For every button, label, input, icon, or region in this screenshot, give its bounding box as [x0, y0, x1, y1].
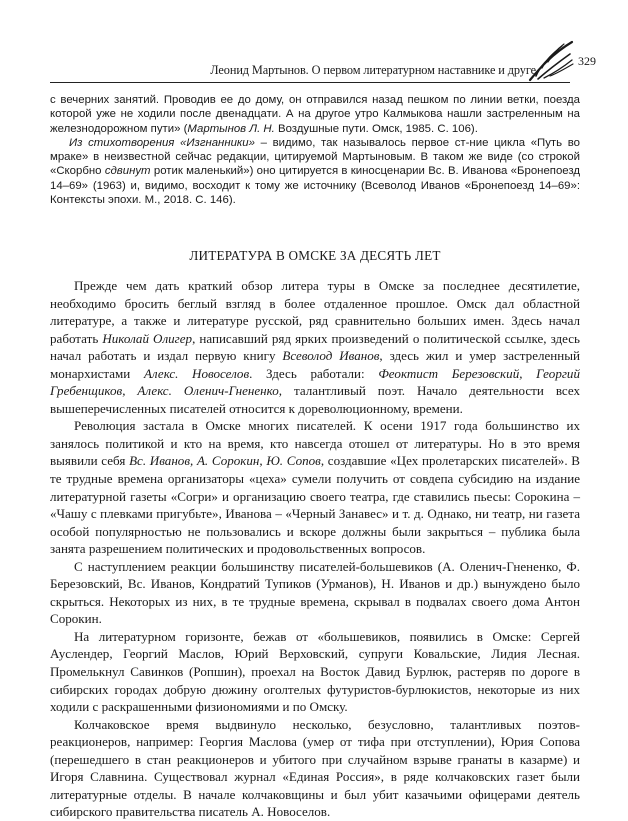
- text-run: – видимо, так называлось первое ст-ние цикла «Путь во мраке» в неизвестной сейчас редакции, цитируемой Мартыновым. В таком же виде (со строкой «Скорбно: [50, 136, 580, 178]
- italic-text: Всеволод Иванов: [282, 348, 380, 364]
- header-rule: [50, 82, 570, 83]
- note-paragraph: [50, 93, 580, 136]
- italic-text: сдвинут: [104, 165, 151, 178]
- text-run: , написавший ряд ярких произведений о политической ссылке, здесь начал работать и издал первую книгу: [50, 330, 580, 364]
- text-run: , здесь жил и умер застреленный монархистами: [50, 348, 580, 381]
- section-title: ЛИТЕРАТУРА В ОМСКЕ ЗА ДЕСЯТЬ ЛЕТ: [189, 248, 441, 263]
- italic-text: Алекс. Новоселов: [143, 365, 250, 381]
- text-run: На литературном горизонте, бежав от «большевиков, появились в Омске: Сергей Ауслендер, Георгий Маслов, Юрий Верховский, супруги Ковальские, Лидия Лесная. Промелькнул Савинков (Ропшин), проехал на Восток Давид Бурлюк, растеряв по дороге в сибирских городах добрую дюжину оголтелых футуристов-бурлюкистов, некоторые из них ходили с раскрашенными физиономиями и по Омску.: [50, 628, 580, 715]
- text-run: , талантливый поэт. Начало деятельности всех вышеперечисленных писателей относится к дореволюционному, времени.: [50, 383, 580, 416]
- footnotes-block: [50, 93, 580, 207]
- body-paragraph: [50, 628, 580, 716]
- text-run: С наступлением реакции большинству писателей-большевиков (А. Оленич-Гнененко, Ф. Березовский, Вс. Иванов, Кондратий Тупиков (Урманов), Н. Иванов и др.) вынуждено было скрыться. Некоторых из них, в те трудные времена, скрывал в подвалах своего дома Антон Сорокин.: [50, 558, 580, 627]
- text-run: Прежде чем дать краткий обзор литера туры в Омске за последнее десятилетие, необходимо бросить беглый взгляд в более отдаленное прошлое. Омск дал областной литературе, а также и литературе русской, ряд сравнительно больших имен. Здесь начал работать: [50, 278, 580, 346]
- body-paragraph: [50, 417, 580, 557]
- italic-text: Николай Олигер: [102, 330, 193, 346]
- text-run: Воздушные пути. Омск, 1985. С. 106).: [274, 122, 478, 135]
- text-run: Революция застала в Омске многих писателей. К осени 1917 года большинство их занялось политикой и кто на время, кто навсегда отошел от литературы. Но в это время выявили себя: [50, 418, 580, 469]
- text-run: , создавшие «Цех пролетарских писателей». В те трудные времена организаторы «цеха» сумели получить от совдепа субсидию на издание литературной газеты «Согри» и организацию своего театра, где ставились пьесы: Сорокина – «Чашу с плевками пригубьте», Иванова – «Черный Занавес» и т. д. Однако, ни театр, ни газета особой популярностью не пользовались и вскоре должны были закрыться – публика была занята разрешением политических и продовольственных вопросов.: [50, 453, 580, 557]
- italic-text: Вс. Иванов, А. Сорокин, Ю. Сопов: [129, 453, 321, 469]
- note-paragraph: [50, 136, 580, 207]
- body-paragraph: [50, 277, 580, 417]
- body-paragraph: [50, 716, 580, 821]
- text-run: Колчаковское время выдвинуло несколько, безусловно, талантливых поэтов-реакционеров, например: Георгия Маслова (умер от тифа при отступлении), Юрия Сопова (перешедшего в стан реакционеров и убитого при случайном взрыве гранаты в казарме) и Игоря Славнина. Существовал журнал «Единая Россия», в ряде колчаковских газет были литературные отделы. В начале колчаковщины и был убит казачьими офицерами деятель сибирского правительства писатель А. Новоселов.: [50, 716, 580, 820]
- text-run: с вечерних занятий. Проводив ее до дому, он отправился назад пешком по линии ветки, поезда которой уже не ходили после двенадцати. А на другое утро Калмыкова нашли застреленным на железнодорожном пути» (: [50, 94, 580, 135]
- page-header: [0, 0, 628, 90]
- body-paragraph: [50, 558, 580, 628]
- italic-text: Феоктист Березовский, Георгий Гребенщиков, Алекс. Оленич-Гнененко: [50, 365, 580, 399]
- text-run: . Здесь работали:: [249, 365, 379, 381]
- article-body: [50, 277, 580, 821]
- italic-text: Из стихотворения «Изгнанники»: [69, 136, 255, 149]
- running-head: Леонид Мартынов. О первом литературном наставнике и друге: [210, 63, 536, 77]
- text-run: ротик маленький») оно цитируется в киносценарии Вс. В. Иванова «Бронепоезд 14–69» (1963) и, видимо, восходит к тому же источнику (Всеволод Иванов «Бронепоезд 14–69»: Контексты эпохи. М., 2018. С. 146).: [50, 165, 580, 207]
- page-number: 329: [578, 54, 596, 68]
- italic-text: Мартынов Л. Н.: [187, 122, 275, 135]
